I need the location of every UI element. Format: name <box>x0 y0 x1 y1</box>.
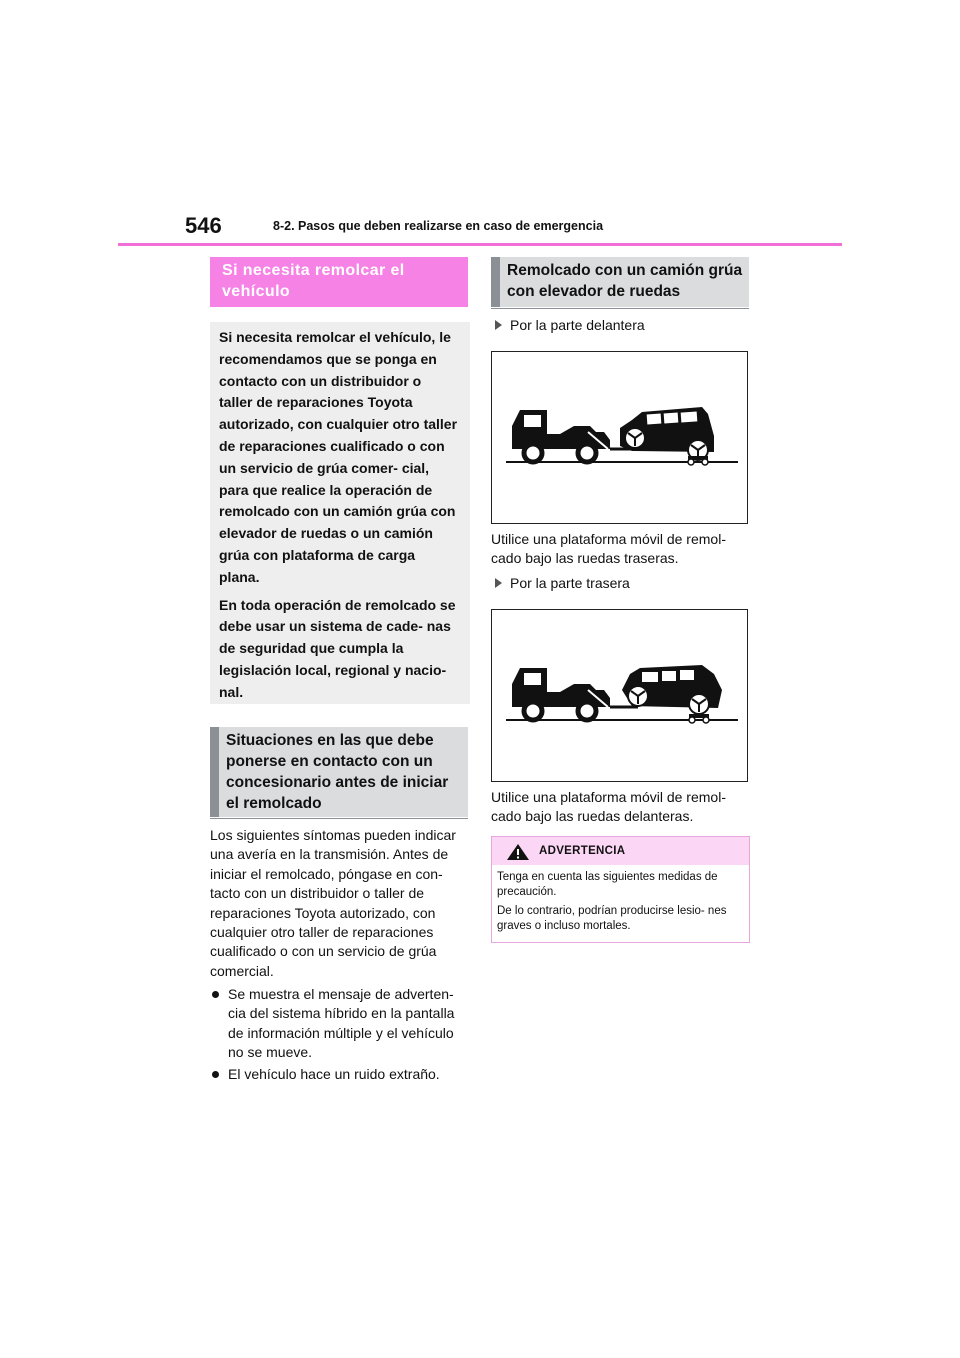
section-heading-contact <box>210 727 468 817</box>
tow-truck-front-image <box>492 352 747 523</box>
intro-box <box>210 322 470 704</box>
section-heading-wheel-lift <box>491 257 749 307</box>
section-heading-contact-text: Situaciones en las que debe ponerse en contacto con un concesionario antes de iniciar el remolcado <box>226 732 449 812</box>
tow-truck-rear-image <box>492 610 747 781</box>
front-tow-caption: Utilice una plataforma móvil de remol- cado bajo las ruedas traseras. <box>491 531 726 567</box>
list-item-text: El vehículo hace un ruido extraño. <box>228 1066 440 1082</box>
chapter-title: 8-2. Pasos que deben realizarse en caso de emergencia <box>273 219 604 233</box>
front-tow-illustration <box>491 351 748 524</box>
triangle-marker-icon <box>495 578 502 588</box>
symptoms-intro: Los siguientes síntomas pueden indicar una avería en la transmisión. Antes de iniciar el remolcado, póngase en con- tacto con un distribuidor o taller de reparaciones Toyota autorizado, con cualquier otro taller de reparaciones cualificado o con un servicio de grúa comercial. <box>210 827 456 979</box>
intro-box-paragraph-2: En toda operación de remolcado se debe usar un sistema de cade- nas de seguridad que cumpla la legislación local, regional y nacio- nal. <box>219 596 456 700</box>
warning-triangle-icon <box>506 843 530 861</box>
rear-tow-illustration <box>491 609 748 782</box>
warning-body <box>497 870 741 938</box>
bullet-dot-icon <box>212 1071 219 1078</box>
main-heading: Si necesita remolcar el vehículo <box>210 257 468 307</box>
warning-line-1: Tenga en cuenta las siguientes medidas de precaución. <box>497 871 718 898</box>
warning-box <box>491 836 750 943</box>
intro-box-paragraph-1: Si necesita remolcar el vehículo, le recomendamos que se ponga en contacto con un distribuidor o taller de reparaciones Toyota autorizado, con cualquier otro taller de reparaciones cualificado o con un servicio de grúa comer- cial, para que realice la operación de remolcado con un camión grúa con elevador de ruedas o un camión grúa con plataforma de carga plana. <box>219 329 458 585</box>
front-tow-label-text: Por la parte delantera <box>510 317 645 333</box>
warning-line-2: De lo contrario, podrían producirse lesio- nes graves o incluso mortales. <box>497 905 727 932</box>
header-divider <box>118 243 842 246</box>
rear-tow-label-text: Por la parte trasera <box>510 575 630 591</box>
section-heading-wheel-lift-text: Remolcado con un camión grúa con elevador de ruedas <box>507 262 743 300</box>
warning-title: ADVERTENCIA <box>539 845 626 857</box>
triangle-marker-icon <box>495 320 502 330</box>
section-underline <box>491 308 749 309</box>
rear-tow-caption: Utilice una plataforma móvil de remol- cado bajo las ruedas delanteras. <box>491 789 726 825</box>
list-item-text: Se muestra el mensaje de adverten- cia del sistema híbrido en la pantalla de información múltiple y el vehículo no se mueve. <box>228 986 455 1061</box>
warning-header <box>492 837 749 865</box>
bullet-dot-icon <box>212 991 219 998</box>
section-underline <box>210 818 468 819</box>
page-number: 546 <box>185 213 222 238</box>
